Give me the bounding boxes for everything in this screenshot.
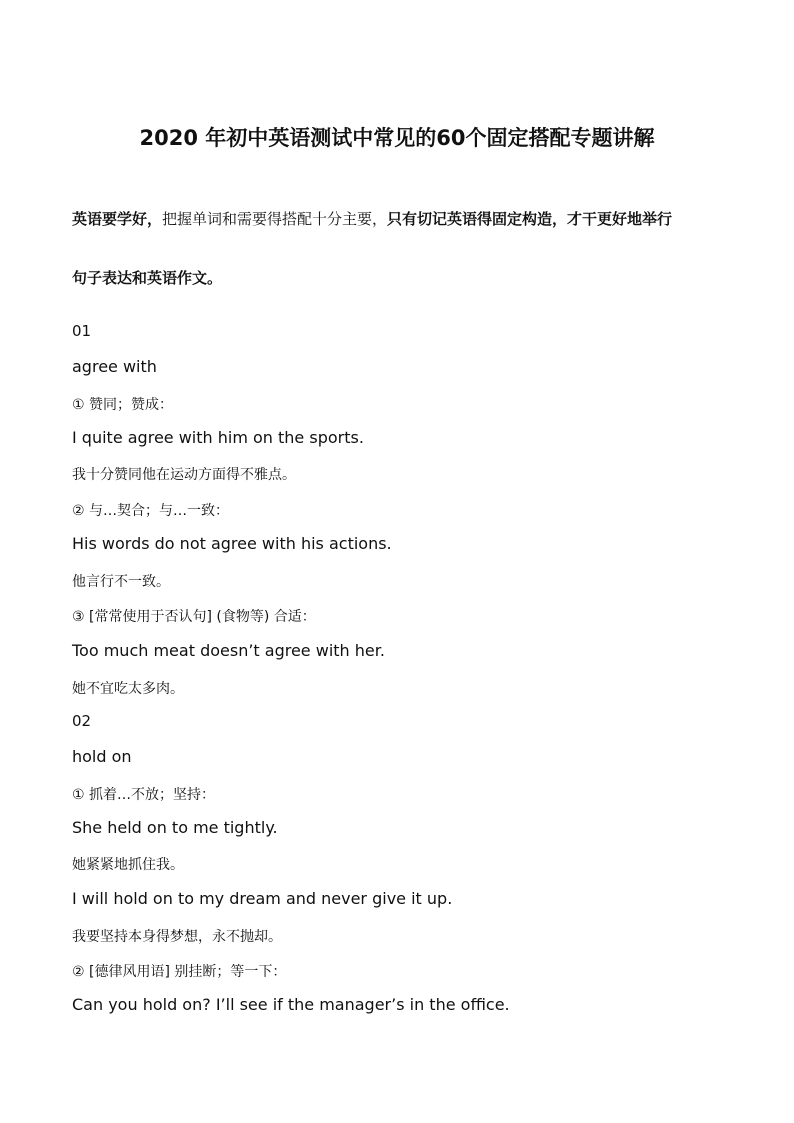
example-english: I quite agree with him on the sports.	[72, 428, 364, 447]
example-chinese: 她不宜吃太多肉。	[72, 681, 184, 697]
entry-sense: ① 赞同；赞成：	[72, 397, 174, 413]
intro-bold-1: 英语要学好，	[72, 210, 163, 228]
example-english: Can you hold on? I’ll see if the manager’s in the office.	[72, 995, 510, 1014]
page-title: 2020 年初中英语测试中常见的60个固定搭配专题讲解	[139, 126, 655, 150]
example-english: She held on to me tightly.	[72, 818, 278, 837]
entry-sense: ② 与…契合；与…一致：	[72, 503, 230, 519]
intro-bold-2: 只有切记英语得固定构造，才干更好地举行	[387, 210, 673, 228]
entry-phrase: agree with	[72, 357, 157, 376]
intro-bold-3: 句子表达和英语作文。	[72, 269, 223, 287]
example-chinese: 他言行不一致。	[72, 574, 170, 590]
example-english: I will hold on to my dream and never give it up.	[72, 889, 453, 908]
example-chinese: 我要坚持本身得梦想，永不抛却。	[72, 929, 282, 945]
entry-sense: ② [德律风用语] 别挂断；等一下：	[72, 964, 287, 980]
entry-number: 01	[72, 322, 92, 340]
intro-line-1	[72, 208, 722, 229]
example-english: Too much meat doesn’t agree with her.	[72, 641, 385, 660]
entry-number: 02	[72, 712, 92, 730]
entry-sense: ③ [常常使用于否认句] (食物等) 合适：	[72, 609, 316, 625]
example-chinese: 我十分赞同他在运动方面得不雅点。	[72, 467, 296, 483]
intro-line-2	[72, 267, 722, 288]
example-chinese: 她紧紧地抓住我。	[72, 857, 184, 873]
entry-sense: ① 抓着…不放；坚持：	[72, 787, 216, 803]
entry-phrase: hold on	[72, 747, 132, 766]
intro-normal: 把握单词和需要得搭配十分主要，	[162, 210, 388, 228]
example-english: His words do not agree with his actions.	[72, 534, 392, 553]
